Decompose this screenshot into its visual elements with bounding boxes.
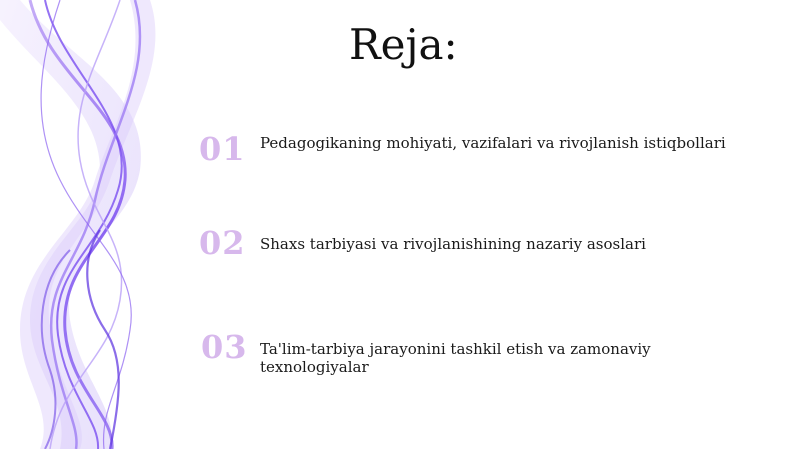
item-text-3: Ta'lim-tarbiya jarayonini tashkil etish va zamonaviy texnologiyalar bbox=[260, 340, 651, 376]
purple-smoke-decoration bbox=[0, 0, 200, 449]
item-text-1: Pedagogikaning mohiyati, vazifalari va rivojlanish istiqbollari bbox=[260, 134, 726, 152]
item-text-2: Shaxs tarbiyasi va rivojlanishining nazariy asoslari bbox=[260, 235, 646, 253]
slide-title: Reja: bbox=[349, 20, 458, 69]
item-number-2: 02 bbox=[199, 224, 246, 262]
item-number-3: 03 bbox=[201, 328, 248, 366]
item-number-1: 01 bbox=[199, 130, 246, 168]
